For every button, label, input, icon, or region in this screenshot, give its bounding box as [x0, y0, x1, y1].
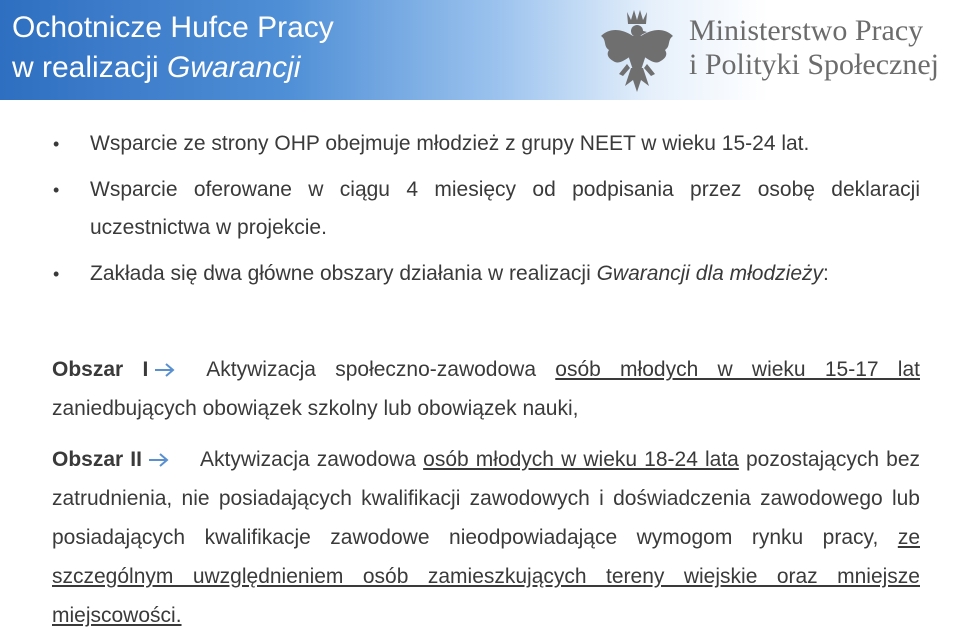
area-2-paragraph: [52, 440, 920, 635]
bullet-text-emph: Gwarancji dla młodzieży: [596, 262, 824, 285]
ministry-name-line-1: Ministerstwo Pracy: [689, 14, 924, 47]
bullet-text-prefix: Zakłada się dwa główne obszary działania w realizacji: [90, 262, 597, 285]
bullet-dot-icon: •: [53, 264, 60, 284]
arrow-right-icon: [154, 363, 176, 377]
area-1-text-underlined: osób młodych w wieku 15-17 lat: [555, 358, 920, 381]
bullet-item: [50, 125, 920, 163]
area-2-label: Obszar II: [52, 448, 142, 471]
bullet-text: Wsparcie oferowane w ciągu 4 miesięcy od podpisania przez osobę deklaracji uczestnictwa w projekcie.: [90, 178, 920, 239]
area-2-text-b: pozostających bez zatrudnienia, nie posiadających kwalifikacji zawodowych i doświadczenia zawodowego lub posiadających kwalifikacje zawodowe nieodpowiadające wymogom rynku pracy,: [52, 448, 921, 549]
eagle-emblem-icon: [597, 6, 677, 96]
bullet-list: [50, 125, 920, 301]
title-line-1: Ochotnicze Hufce Pracy: [12, 11, 334, 44]
title-line-2: [12, 48, 334, 88]
area-2-text-underlined: osób młodych w wieku 18-24 lata: [423, 448, 739, 471]
header-banner: [0, 0, 960, 100]
area-2-text-a: Aktywizacja zawodowa: [199, 448, 424, 471]
area-1-paragraph: [52, 350, 920, 428]
arrow-right-icon: [148, 453, 170, 467]
area-1-text-a: Aktywizacja społeczno-zawodowa: [206, 358, 556, 381]
ministry-name-line-2: i Polityki Społecznej: [689, 48, 939, 81]
area-2-text-underlined-2: ze szczególnym uwzględnieniem osób zamieszkujących tereny wiejskie oraz mniejsze miejscowości.: [52, 526, 920, 627]
ministry-logo: [597, 6, 960, 96]
area-1-text-b: zaniedbujących obowiązek szkolny lub obowiązek nauki,: [52, 397, 579, 420]
ministry-name: [689, 14, 939, 82]
bullet-text-suffix: :: [823, 262, 829, 285]
bullet-item: [50, 255, 920, 293]
bullet-dot-icon: •: [53, 134, 60, 154]
title-line-2-prefix: w realizacji: [12, 51, 168, 84]
slide-title: [12, 8, 334, 88]
bullet-text: Wsparcie ze strony OHP obejmuje młodzież z grupy NEET w wieku 15-24 lat.: [90, 132, 810, 155]
title-line-2-emph: Gwarancji: [167, 51, 301, 84]
area-1-label: Obszar I: [52, 358, 149, 381]
bullet-dot-icon: •: [53, 180, 60, 200]
bullet-item: [50, 171, 920, 247]
